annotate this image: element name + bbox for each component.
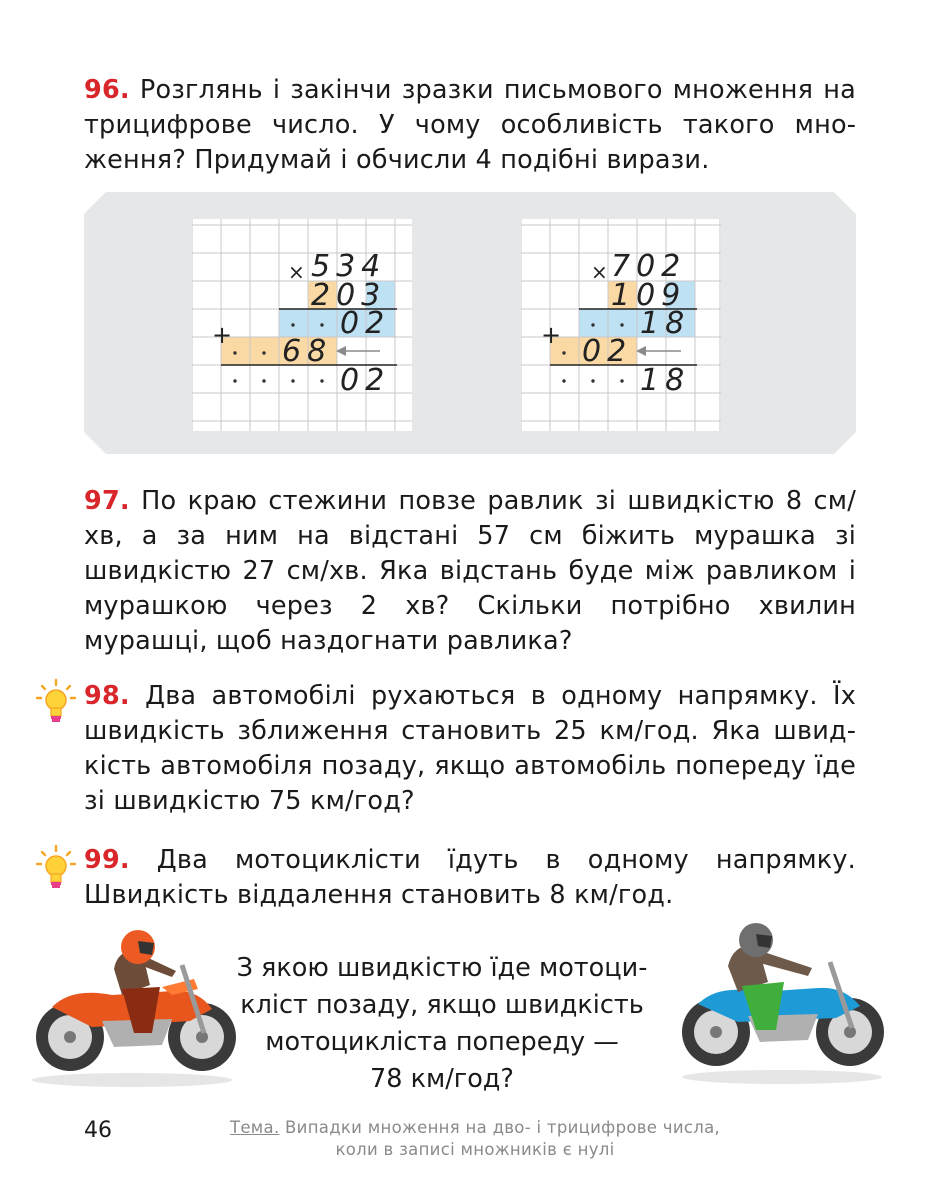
multiply-sign: × (591, 260, 608, 284)
task-96 (84, 73, 856, 178)
plus-sign: + (212, 321, 233, 349)
question-text (232, 950, 652, 1098)
product: 18 (640, 363, 691, 398)
example-2-grid (521, 219, 721, 431)
task-text: По краю стежини повзе равлик зі швидкістю 8 см/хв, а за ним на відстані 57 см біжить мурашка зі швидкістю 27 см/хв. Яка відстань буде між равликом і мурашкою через 2 хв? Скільки потрібно хвилин мурашці, щоб наздогнати равлика? (84, 486, 857, 656)
blue-motorcycle-illustration (672, 912, 894, 1087)
multiplicand: 702 (611, 249, 687, 284)
topic-line-1: Випадки множення на дво- і трицифрове числа, (285, 1118, 721, 1137)
orange-motorcycle-illustration (22, 925, 244, 1090)
question-line: мотоцикліста попереду — (265, 1027, 619, 1057)
partial-product-2: 68 (282, 334, 333, 369)
question-line: 78 км/год? (370, 1064, 514, 1094)
page-topic (215, 1117, 735, 1161)
topic-label: Тема. (229, 1118, 280, 1137)
example-1-grid (192, 219, 412, 431)
product: 02 (340, 363, 391, 398)
multiplicand: 534 (311, 249, 387, 284)
task-number: 97. (84, 486, 130, 516)
task-99 (84, 843, 856, 913)
question-line: З якою швидкістю їде мотоци- (236, 953, 648, 983)
partial-product-2: 02 (582, 334, 633, 369)
plus-sign: + (541, 321, 562, 349)
lightbulb-icon (36, 844, 76, 894)
task-number: 99. (84, 845, 130, 875)
multiplier: 109 (611, 278, 687, 313)
topic-line-2: коли в записі множників є нулі (335, 1140, 615, 1159)
partial-product-1: 02 (340, 306, 391, 341)
task-number: 96. (84, 75, 130, 105)
multiply-sign: × (288, 260, 305, 284)
lightbulb-icon (36, 678, 76, 728)
partial-product-1: 18 (640, 306, 691, 341)
task-97 (84, 484, 856, 659)
page-number: 46 (84, 1118, 112, 1143)
task-98 (84, 679, 856, 819)
task-text: Розглянь і закінчи зразки письмового множення на трицифрове число. У чому особливість такого множення? Придумай і обчисли 4 подібні вирази. (84, 75, 856, 175)
task-text: Два мотоциклісти їдуть в одному напрямку. Швидкість віддалення становить 8 км/год. (84, 845, 856, 910)
task-text: Два автомобілі рухаються в одному напрямку. Їх швидкість зближення становить 25 км/год. Яка швидкість автомобіля позаду, якщо автомобіль попереду їде зі швидкістю 75 км/год? (84, 681, 857, 816)
multiplier: 203 (311, 278, 387, 313)
question-line: кліст позаду, якщо швидкість (240, 990, 644, 1020)
task-number: 98. (84, 681, 130, 711)
